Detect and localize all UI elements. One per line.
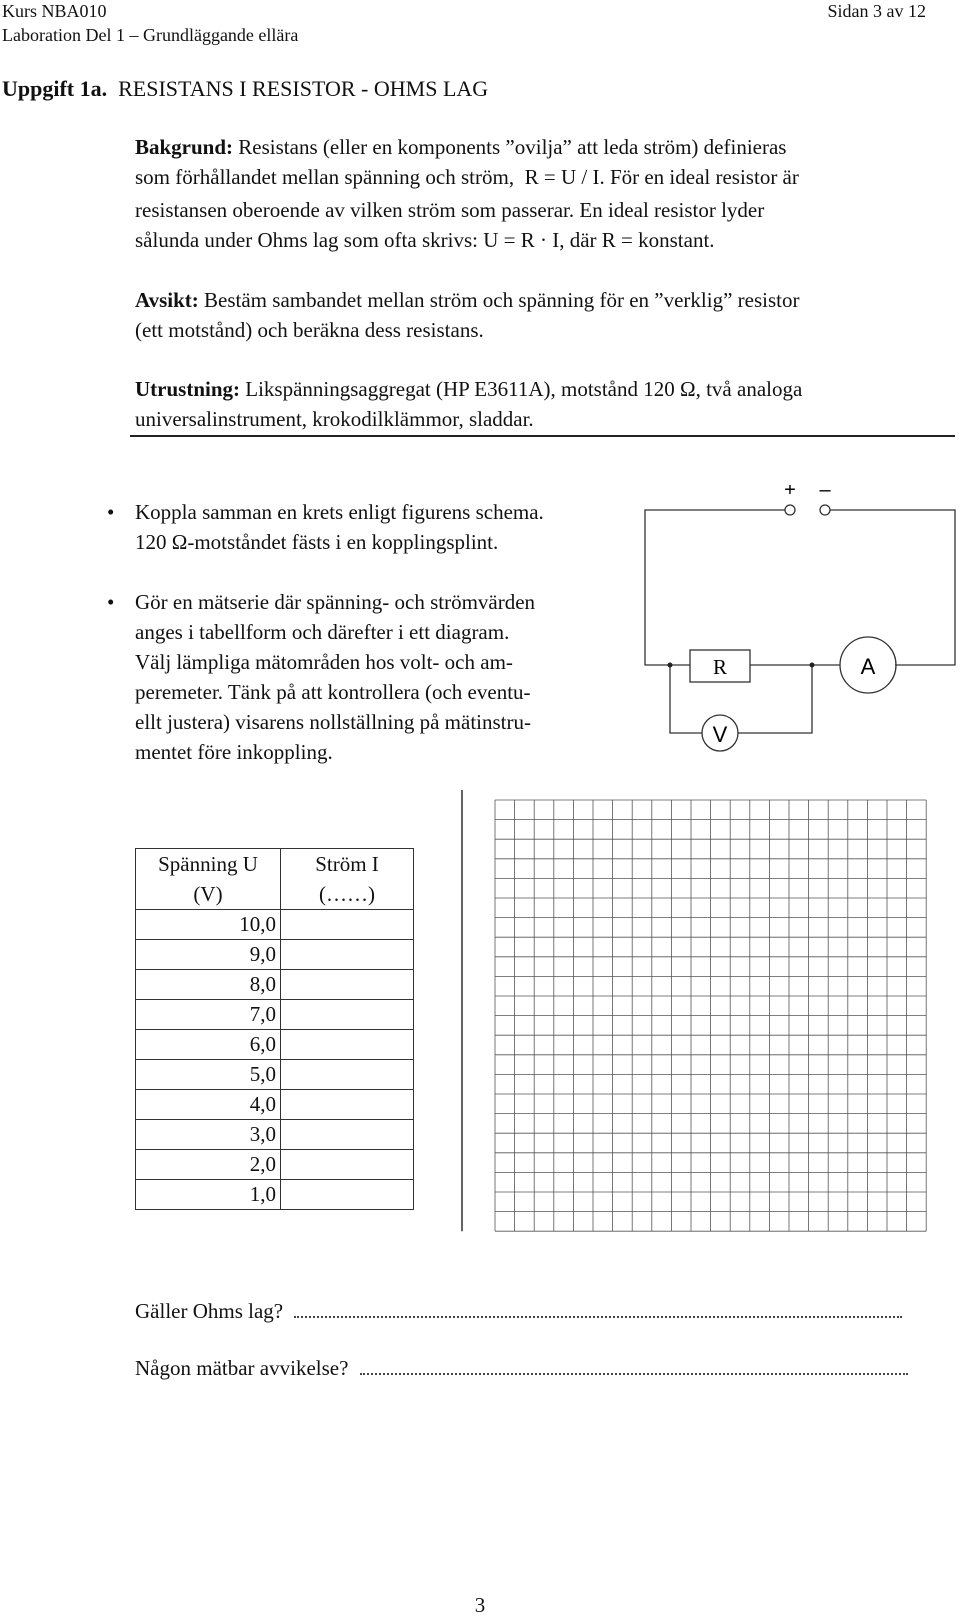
instruction-2-line-2: anges i tabellform och därefter i ett diagram. (135, 620, 510, 644)
current-cell[interactable] (281, 1000, 414, 1030)
table-row (136, 1120, 414, 1150)
junction-right (810, 663, 815, 668)
purpose-line-1: Bestäm sambandet mellan ström och spänning för en ”verklig” resistor (198, 288, 800, 312)
header-current-title: Ström I (315, 852, 379, 876)
instruction-1 (135, 497, 635, 557)
instruction-2 (135, 587, 635, 767)
table-header-row (136, 849, 414, 910)
plus-label: + (784, 485, 796, 501)
header-voltage (136, 849, 281, 910)
instruction-2-line-3: Välj lämpliga mätområden hos volt- och am- (135, 650, 513, 674)
question-2-text: Någon mätbar avvikelse? (135, 1356, 349, 1380)
current-cell[interactable] (281, 1090, 414, 1120)
background-line-4a: sålunda under Ohms lag som ofta skrivs: (135, 228, 478, 252)
instruction-2-line-5: ellt justera) visarens nollställning på mätinstru- (135, 710, 531, 734)
current-cell[interactable] (281, 940, 414, 970)
purpose-label: Avsikt: (135, 288, 199, 312)
voltage-cell: 10,0 (136, 910, 281, 940)
background-line-2a: som förhållandet mellan spänning och ström, (135, 165, 515, 189)
graph-paper (460, 790, 930, 1255)
lab-title: Laboration Del 1 – Grundläggande ellära (2, 25, 299, 45)
ammeter-label: A (860, 654, 876, 679)
instruction-1-line-2: 120 Ω-motståndet fästs i en kopplingsplint. (135, 530, 499, 554)
equipment-paragraph (135, 374, 945, 434)
task-heading (2, 74, 488, 104)
wire-top-left (645, 510, 790, 665)
table-row (136, 1000, 414, 1030)
background-line-2b: . För en ideal resistor är (599, 165, 799, 189)
voltage-cell: 5,0 (136, 1060, 281, 1090)
header-voltage-unit: (V) (193, 882, 223, 906)
measurement-table (135, 848, 414, 1210)
question-1-text: Gäller Ohms lag? (135, 1299, 284, 1323)
resistor-label: R (712, 655, 728, 679)
voltage-cell: 3,0 (136, 1120, 281, 1150)
wire-top-right (825, 510, 955, 665)
current-cell[interactable] (281, 910, 414, 940)
purpose-line-2: (ett motstånd) och beräkna dess resistans. (135, 318, 484, 342)
equipment-line-2: universalinstrument, krokodilklämmor, sladdar. (135, 407, 534, 431)
voltage-cell: 4,0 (136, 1090, 281, 1120)
section-divider (130, 435, 955, 437)
question-ohms-law (135, 1296, 955, 1326)
bullet-2: • (107, 590, 115, 614)
header-current (281, 849, 414, 910)
voltage-cell: 9,0 (136, 940, 281, 970)
answer-line-1[interactable] (294, 1310, 902, 1318)
background-line-3: resistansen oberoende av vilken ström som passerar. En ideal resistor lyder (135, 198, 765, 222)
table-body (136, 910, 414, 1210)
course-code: Kurs NBA010 (2, 1, 107, 21)
table-row (136, 940, 414, 970)
background-paragraph (135, 132, 935, 255)
background-line-1: Resistans (eller en komponents ”ovilja” att leda ström) definieras (233, 135, 787, 159)
table-row (136, 1150, 414, 1180)
wire-voltmeter-right (738, 665, 812, 733)
voltage-cell: 2,0 (136, 1150, 281, 1180)
voltage-cell: 6,0 (136, 1030, 281, 1060)
background-label: Bakgrund: (135, 135, 234, 159)
wire-voltmeter-left (670, 665, 702, 733)
header-voltage-title: Spänning U (158, 852, 258, 876)
equipment-label: Utrustning: (135, 377, 241, 401)
answer-line-2[interactable] (360, 1367, 908, 1375)
current-cell[interactable] (281, 1120, 414, 1150)
purpose-paragraph (135, 285, 935, 345)
terminal-minus (820, 505, 830, 515)
table-row (136, 910, 414, 940)
voltage-cell: 7,0 (136, 1000, 281, 1030)
junction-left (668, 663, 673, 668)
minus-label: – (819, 485, 831, 501)
current-cell[interactable] (281, 1150, 414, 1180)
task-title: RESISTANS I RESISTOR - OHMS LAG (118, 76, 489, 101)
instruction-1-line-1: Koppla samman en krets enligt figurens schema. (135, 500, 544, 524)
formula-r-equals-u-over-i: R = U / I (524, 165, 600, 189)
instruction-2-line-4: peremeter. Tänk på att kontrollera (och eventu- (135, 680, 531, 704)
table-row (136, 1030, 414, 1060)
table-row (136, 1180, 414, 1210)
current-cell[interactable] (281, 970, 414, 1000)
terminal-plus (785, 505, 795, 515)
task-number: Uppgift 1a. (2, 76, 108, 101)
table-row (136, 1090, 414, 1120)
voltage-cell: 1,0 (136, 1180, 281, 1210)
table-row (136, 970, 414, 1000)
voltage-cell: 8,0 (136, 970, 281, 1000)
instruction-2-line-6: mentet före inkoppling. (135, 740, 333, 764)
page-number: 3 (474, 1593, 486, 1617)
current-cell[interactable] (281, 1060, 414, 1090)
bullet-1: • (107, 500, 115, 524)
table-row (136, 1060, 414, 1090)
header-current-unit: (……) (319, 882, 375, 906)
current-cell[interactable] (281, 1030, 414, 1060)
instruction-2-line-1: Gör en mätserie där spänning- och strömvärden (135, 590, 536, 614)
formula-ohms-law: U = R · I (483, 228, 560, 252)
background-line-4b: , där R = konstant. (559, 228, 715, 252)
page-label: Sidan 3 av 12 (827, 1, 926, 21)
current-cell[interactable] (281, 1180, 414, 1210)
question-deviation (135, 1353, 955, 1383)
circuit-diagram (640, 485, 960, 760)
voltmeter-label: V (712, 722, 728, 747)
equipment-line-1: Likspänningsaggregat (HP E3611A), motstånd 120 Ω, två analoga (240, 377, 803, 401)
